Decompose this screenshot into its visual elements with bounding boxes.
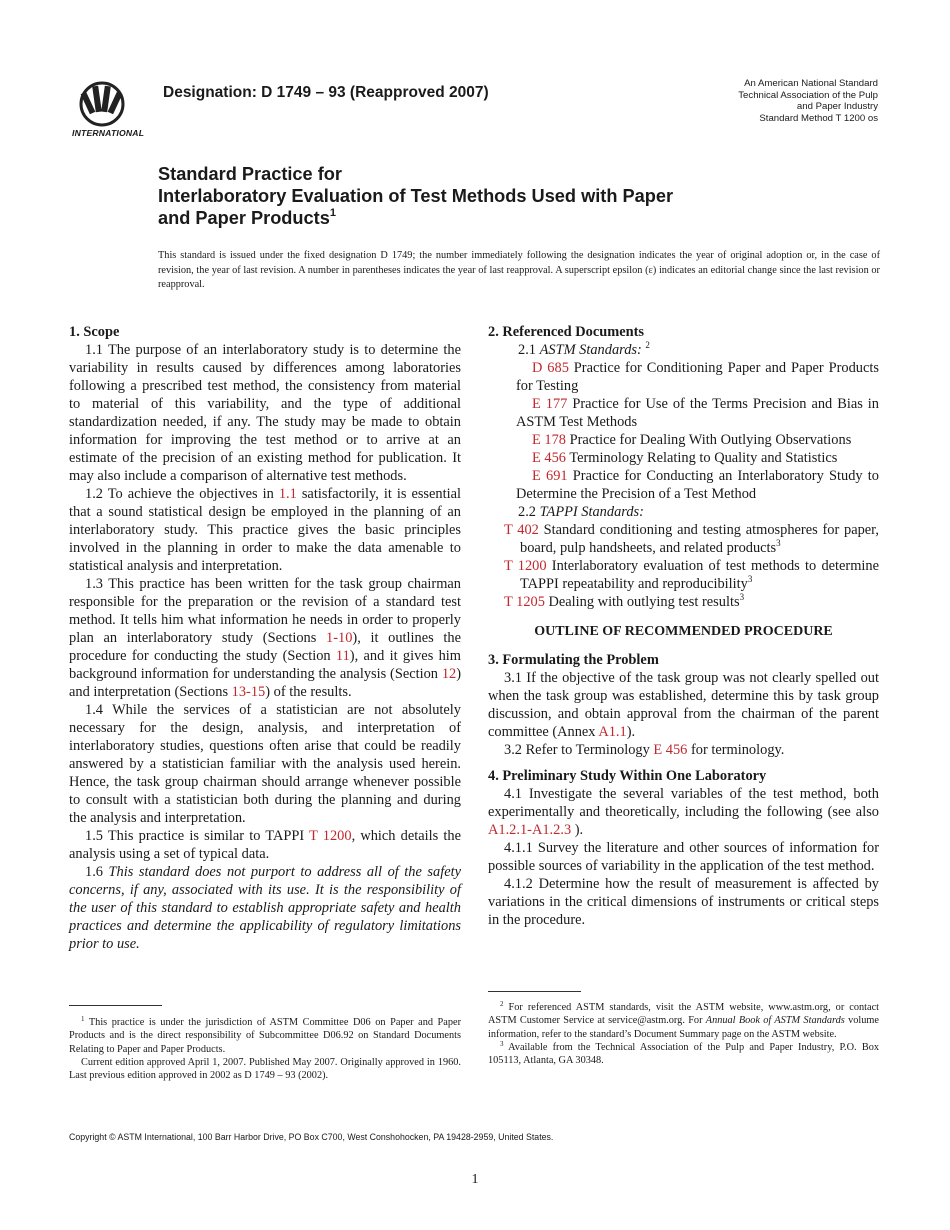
paragraph-1-5: 1.5 This practice is similar to TAPPI T 1200, which details the analysis using a set of typical data. xyxy=(69,828,461,862)
link-section-12[interactable]: 12 xyxy=(441,666,457,682)
footnote-1-edition: Current edition approved April 1, 2007. Published May 2007. Originally approved in 1960. Last previous edition approved in 2002 as D 1749 – 93 (2002). xyxy=(69,1056,461,1082)
page-number: 1 xyxy=(471,1172,479,1187)
reference-code-link[interactable]: E 177 xyxy=(532,396,568,412)
reference-item: T 402 Standard conditioning and testing atmospheres for paper, board, pulp handsheets, and related products$^3$ xyxy=(504,522,879,556)
reference-code-link[interactable]: E 691 xyxy=(532,468,568,484)
reference-item: E 456 Terminology Relating to Quality and Statistics xyxy=(532,450,838,466)
link-sections-13-15[interactable]: 13-15 xyxy=(231,684,266,700)
title-footnote-mark: 1 xyxy=(329,207,336,219)
reference-item: T 1205 Dealing with outlying test results$^3$ xyxy=(504,592,745,610)
footnote-rule-right xyxy=(488,991,581,992)
reference-code-link[interactable]: T 1200 xyxy=(504,558,547,574)
reference-item: T 1200 Interlaboratory evaluation of test methods to determine TAPPI repeatability and reproducibility$^3$ xyxy=(504,558,879,592)
paragraph-3-1: 3.1 If the objective of the task group was not clearly spelled out when the task group was established, determine this by task group discussion, and obtain approval from the chairman of the parent committee (Annex A1.1). xyxy=(488,670,879,740)
section-heading-formulating: 3. Formulating the Problem xyxy=(488,652,659,668)
link-1-1[interactable]: 1.1 xyxy=(278,486,297,502)
reference-item: E 177 Practice for Use of the Terms Precision and Bias in ASTM Test Methods xyxy=(516,396,879,430)
title-line: Standard Practice for xyxy=(158,164,342,184)
reference-code-link[interactable]: E 456 xyxy=(532,450,566,466)
title-line: Interlaboratory Evaluation of Test Methods Used with Paper xyxy=(158,186,674,206)
title-line: and Paper Products$^1$ xyxy=(158,207,336,228)
link-a1-2-1[interactable]: A1.2.1-A1.2.3 xyxy=(488,822,572,838)
document-title xyxy=(158,163,673,229)
issued-note: This standard is issued under the fixed designation D 1749; the number immediately following the designation indicates the year of original adoption or, in the case of revision, the year of last revision. A number in parentheses indicates the year of last reapproval. A superscript epsilon (ε) indicates an editorial change since the last revision or reapproval. xyxy=(158,250,880,290)
footnotes-right xyxy=(488,1001,879,1067)
section-heading-referenced: 2. Referenced Documents xyxy=(488,324,644,340)
ans-line: An American National Standard xyxy=(744,78,878,89)
american-national-standard-block xyxy=(738,78,878,124)
tappi-standards-label: 2.2 TAPPI Standards: xyxy=(518,504,644,520)
paragraph-4-1-2: 4.1.2 Determine how the result of measurement is affected by variations in the critical dimensions of instruments or critical steps in the procedure. xyxy=(488,876,879,928)
paragraph-1-2: 1.2 To achieve the objectives in 1.1 satisfactorily, it is essential that a sound statistical design be employed in the planning of an interlaboratory study. This practice gives the basic principles involved in the planning in order to make the data amenable to statistical analysis and interpretation. xyxy=(69,486,462,574)
paragraph-1-3: 1.3 This practice has been written for the task group chairman responsible for the preparation or the revision of a standard test method. It tells him what information he needs in order to properly plan an interlaboratory study (Sections 1-10), it outlines the procedure for conducting the study (Section 11), and it gives him background information for understanding the analysis (Section 12) and interpretation (Sections 13-15) of the results. xyxy=(69,576,462,700)
footnote-rule-left xyxy=(69,1005,162,1006)
link-sections-1-10[interactable]: 1-10 xyxy=(326,630,353,646)
paragraph-3-2: 3.2 Refer to Terminology E 456 for terminology. xyxy=(504,742,785,758)
ans-line: Technical Association of the Pulp xyxy=(738,89,878,101)
astm-standards-label: 2.1 ASTM Standards: $^2$ xyxy=(518,340,650,358)
paragraph-4-1-1: 4.1.1 Survey the literature and other sources of information for possible sources of variability in the application of the test method. xyxy=(488,840,879,874)
reference-item: E 178 Practice for Dealing With Outlying Observations xyxy=(532,432,852,448)
link-e456[interactable]: E 456 xyxy=(653,742,688,758)
section-heading-scope: 1. Scope xyxy=(69,324,120,340)
ans-line: and Paper Industry xyxy=(796,101,878,112)
footnote-2: $^2$ For referenced ASTM standards, visit the ASTM website, www.astm.org, or contact ASTM Customer Service at service@astm.org. For Annual Book of ASTM Standards volume information, refer to the standard’s Document Summary page on the ASTM website. xyxy=(488,1000,880,1040)
reference-code-link[interactable]: T 1205 xyxy=(504,594,545,610)
link-a1-1[interactable]: A1.1 xyxy=(598,724,627,740)
outline-heading: OUTLINE OF RECOMMENDED PROCEDURE xyxy=(534,624,833,639)
right-column xyxy=(488,323,879,929)
footnotes-left xyxy=(69,1016,461,1082)
reference-item: D 685 Practice for Conditioning Paper and Paper Products for Testing xyxy=(516,360,879,394)
reference-code-link[interactable]: E 178 xyxy=(532,432,566,448)
logo-text: INTERNATIONAL xyxy=(72,128,145,138)
reference-code-link[interactable]: D 685 xyxy=(532,360,569,376)
link-t1200[interactable]: T 1200 xyxy=(309,828,352,844)
footnote-1: $^1$ This practice is under the jurisdiction of ASTM Committee D06 on Paper and Paper Products and is the direct responsibility of Subcommittee D06.92 on Standard Documents Relating to Paper and Paper Products. xyxy=(69,1015,461,1055)
left-column xyxy=(69,323,461,953)
paragraph-1-4: 1.4 While the services of a statistician are not absolutely necessary for the design, analysis, and interpretation of interlaboratory studies, questions often arise that could be readily answered by a statistician familiar with the analysis used herein. Hence, the task group chairman should arrange whenever possible to consult with a statistician both during the planning and during the analysis and interpretation. xyxy=(69,702,461,826)
link-section-11[interactable]: 11 xyxy=(335,648,350,664)
copyright: Copyright © ASTM International, 100 Barr Harbor Drive, PO Box C700, West Conshohocken, PA 19428-2959, United States. xyxy=(69,1132,554,1142)
designation: Designation: D 1749 – 93 (Reapproved 2007) xyxy=(163,84,489,101)
astm-logo xyxy=(70,80,150,142)
footnote-3: $^3$ Available from the Technical Association of the Pulp and Paper Industry, P.O. Box 105113, Atlanta, GA 30348. xyxy=(488,1039,879,1067)
paragraph-1-6: 1.6 This standard does not purport to address all of the safety concerns, if any, associated with its use. It is the responsibility of the user of this standard to establish appropriate safety and health practices and determine the applicability of regulatory limitations prior to use. xyxy=(69,864,461,952)
reference-item: E 691 Practice for Conducting an Interlaboratory Study to Determine the Precision of a Test Method xyxy=(516,468,879,502)
paragraph-1-1: 1.1 The purpose of an interlaboratory study is to determine the variability in results caused by differences among laboratories following a prescribed test method, the consistency from material to material of this variability, and the type of additional standardization needed, if any. The study may be made to obtain information for improving the test method or to arrive at an estimate of the precision of an existing method for publication. It may also include a comparison of alternative test methods. xyxy=(69,342,461,484)
paragraph-4-1: 4.1 Investigate the several variables of the test method, both experimentally and theoretically, including the following (see also A1.2.1-A1.2.3 ). xyxy=(488,786,879,838)
ans-line: Standard Method T 1200 os xyxy=(759,112,878,124)
section-heading-preliminary: 4. Preliminary Study Within One Laboratory xyxy=(488,768,767,784)
reference-code-link[interactable]: T 402 xyxy=(504,522,539,538)
